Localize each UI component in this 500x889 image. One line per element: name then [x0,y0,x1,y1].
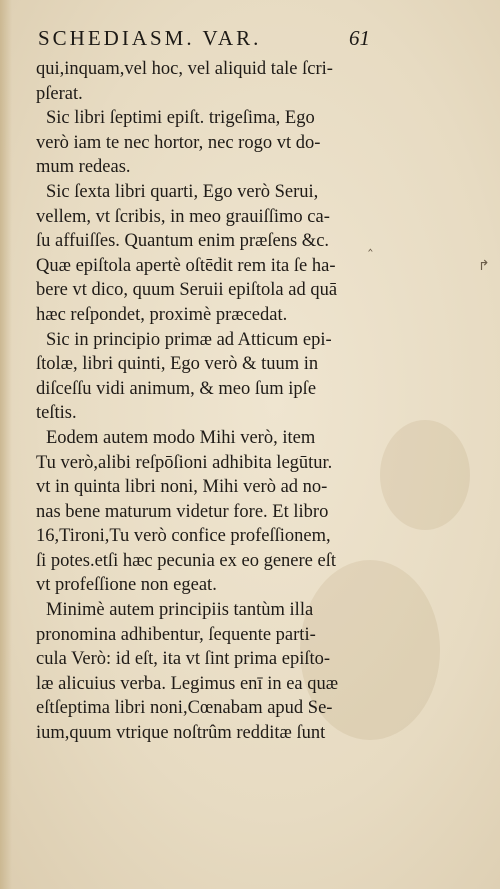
text-line: ſu affuiſſes. Quantum enim præſens &c. [36,231,330,252]
text-line: ium,quum vtrique noſtrûm redditæ ſunt [36,723,326,744]
text-line: bere vt dico, quum Seruii epiſtola ad quā [36,280,338,301]
binding-gutter [0,0,12,889]
text-line: Sic libri ſeptimi epiſt. trigeſima, Ego [46,108,315,129]
text-line: læ alicuius verba. Legimus enī in ea quæ [36,673,339,694]
text-line: ſi potes.etſi hæc pecunia ex eo genere eſt [36,550,336,571]
text-line: 16,Tironi,Tu verò confice profeſſionem, [36,526,331,547]
text-line: diſceſſu vidi animum, & meo ſum ipſe [36,378,317,399]
text-line: qui,inquam,vel hoc, vel aliquid tale ſcri- [36,59,333,79]
text-line: vt profeſſione non egeat. [36,575,217,596]
text-line: pronomina adhibentur, ſequente parti- [36,624,316,645]
text-line: verò iam te nec hortor, nec rogo vt do- [36,132,321,153]
text-line: Tu verò,alibi reſpōſioni adhibita legūtur. [36,452,333,473]
running-head: SCHEDIASM. VAR. [38,26,262,50]
foxing-stain [380,420,470,530]
text-line: pſerat. [36,83,83,104]
text-line: vt in quinta libri noni, Mihi verò ad no- [36,477,328,498]
text-line: ſtolæ, libri quinti, Ego verò & tuum in [36,354,319,375]
margin-mark: ‸ [368,236,373,252]
text-line: Minimè autem principiis tantùm illa [46,600,314,621]
text-line: Sic in principio primæ ad Atticum epi- [46,329,332,350]
text-line: cula Verò: id eſt, ita vt ſint prima epiſto- [36,649,331,670]
text-line: mum redeas. [36,157,131,178]
text-line: vellem, vt ſcribis, in meo grauiſſimo ca- [36,206,330,227]
text-line: nas bene maturum videtur fore. Et libro [36,501,329,522]
page-number: 61 [349,26,370,50]
text-line: eſtſeptima libri noni,Cœnabam apud Se- [36,698,333,719]
margin-mark: ↱ [478,258,490,274]
text-line: Eodem autem modo Mihi verò, item [46,427,316,448]
text-line: teſtis. [36,403,77,424]
text-line: Sic ſexta libri quarti, Ego verò Serui, [46,181,319,202]
body-text [36,57,370,746]
text-line: Quæ epiſtola apertè oſtēdit rem ita ſe ha- [36,255,336,276]
text-line: hæc reſpondet, proximè præcedat. [36,304,288,325]
page-header [38,26,370,58]
